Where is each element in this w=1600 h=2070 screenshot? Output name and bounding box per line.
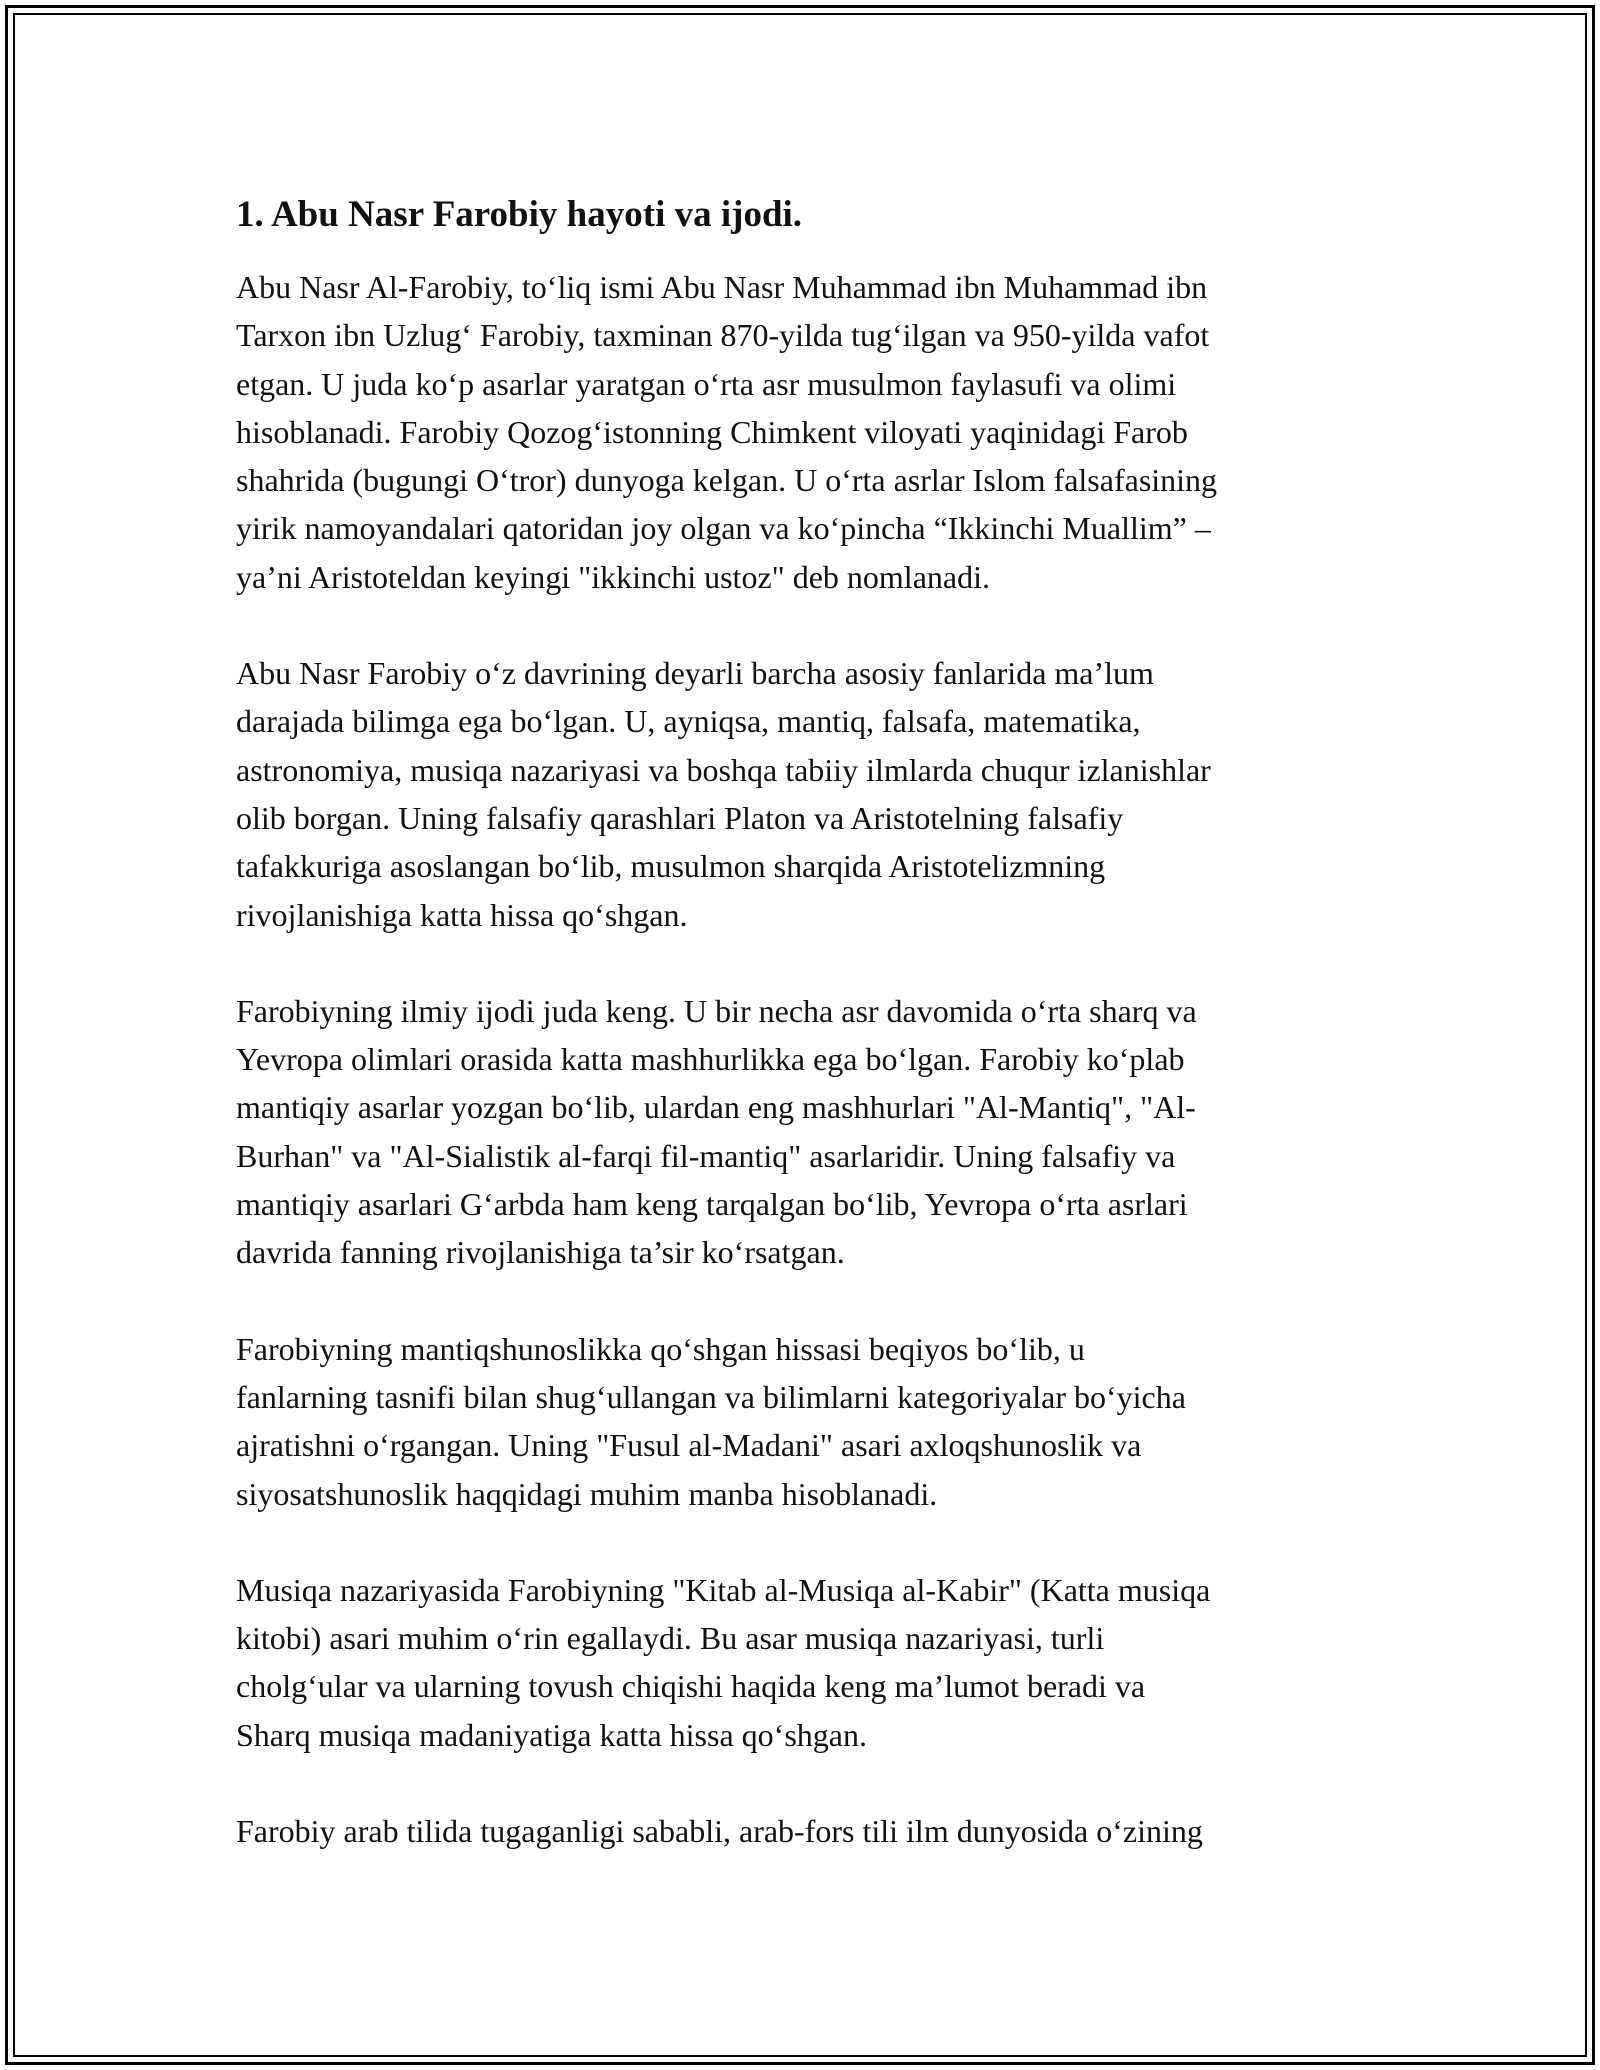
text-line: Abu Nasr Al-Farobiy, to‘liq ismi Abu Nasr Muhammad ibn Muhammad ibn bbox=[236, 269, 1208, 305]
text-line: Yevropa olimlari orasida katta mashhurlikka ega bo‘lgan. Farobiy ko‘plab bbox=[236, 1041, 1185, 1078]
text-line: kitobi) asari muhim o‘rin egallaydi. Bu asar musiqa nazariyasi, turli bbox=[236, 1620, 1105, 1657]
text-line: ya’ni Aristoteldan keyingi "ikkinchi ustoz" deb nomlanadi. bbox=[236, 558, 990, 595]
paragraph-5 bbox=[236, 1566, 1366, 1759]
text-line: Burhan" va "Al-Sialistik al-farqi fil-mantiq" asarlaridir. Uning falsafiy va bbox=[236, 1137, 1176, 1174]
text-line: siyosatshunoslik haqqidagi muhim manba hisoblanadi. bbox=[236, 1475, 938, 1512]
text-line: shahrida (bugungi O‘tror) dunyoga kelgan. U o‘rta asrlar Islom falsafasining bbox=[236, 462, 1218, 499]
text-line: Tarxon ibn Uzlug‘ Farobiy, taxminan 870-yilda tug‘ilgan va 950-yilda vafot bbox=[236, 317, 1210, 354]
document-body bbox=[236, 185, 1366, 1903]
text-line: yirik namoyandalari qatoridan joy olgan va ko‘pincha “Ikkinchi Muallim” – bbox=[236, 510, 1211, 547]
text-line: olib borgan. Uning falsafiy qarashlari Platon va Aristotelning falsafiy bbox=[236, 799, 1124, 836]
paragraph-6 bbox=[236, 1807, 1366, 1855]
text-line: rivojlanishiga katta hissa qo‘shgan. bbox=[236, 896, 688, 933]
text-line: Farobiy arab tilida tugaganligi sababli, arab-fors tili ilm dunyosida o‘zining bbox=[236, 1813, 1203, 1850]
text-line: fanlarning tasnifi bilan shug‘ullangan va bilimlarni kategoriyalar bo‘yicha bbox=[236, 1378, 1186, 1415]
text-line: tafakkuriga asoslangan bo‘lib, musulmon sharqida Aristotelizmning bbox=[236, 848, 1106, 885]
document-title: 1. Abu Nasr Farobiy hayoti va ijodi. bbox=[236, 194, 803, 235]
text-line: davrida fanning rivojlanishiga ta’sir ko‘rsatgan. bbox=[236, 1234, 845, 1271]
text-line: etgan. U juda ko‘p asarlar yaratgan o‘rta asr musulmon faylasufi va olimi bbox=[236, 365, 1177, 402]
text-line: darajada bilimga ega bo‘lgan. U, ayniqsa, mantiq, falsafa, matematika, bbox=[236, 703, 1141, 740]
text-line: Abu Nasr Farobiy o‘z davrining deyarli barcha asosiy fanlarida ma’lum bbox=[236, 655, 1154, 692]
text-line: Farobiyning mantiqshunoslikka qo‘shgan hissasi beqiyos bo‘lib, u bbox=[236, 1330, 1085, 1367]
text-line: hisoblanadi. Farobiy Qozog‘istonning Chimkent viloyati yaqinidagi Farob bbox=[236, 413, 1188, 450]
text-line: mantiqiy asarlar yozgan bo‘lib, ulardan eng mashhurlari "Al-Mantiq", "Al- bbox=[236, 1089, 1196, 1126]
paragraph-4 bbox=[236, 1325, 1366, 1518]
paragraph-2 bbox=[236, 649, 1366, 939]
paragraph-1 bbox=[236, 263, 1366, 601]
paragraph-3 bbox=[236, 987, 1366, 1277]
text-line: ajratishni o‘rgangan. Uning "Fusul al-Madani" asari axloqshunoslik va bbox=[236, 1427, 1142, 1464]
text-line: Musiqa nazariyasida Farobiyning "Kitab al-Musiqa al-Kabir" (Katta musiqa bbox=[236, 1571, 1211, 1608]
text-line: cholg‘ular va ularning tovush chiqishi haqida keng ma’lumot beradi va bbox=[236, 1668, 1146, 1705]
text-line: astronomiya, musiqa nazariyasi va boshqa tabiiy ilmlarda chuqur izlanishlar bbox=[236, 751, 1211, 788]
text-line: mantiqiy asarlari G‘arbda ham keng tarqalgan bo‘lib, Yevropa o‘rta asrlari bbox=[236, 1186, 1188, 1223]
text-line: Sharq musiqa madaniyatiga katta hissa qo‘shgan. bbox=[236, 1716, 867, 1753]
text-line: Farobiyning ilmiy ijodi juda keng. U bir necha asr davomida o‘rta sharq va bbox=[236, 992, 1197, 1029]
